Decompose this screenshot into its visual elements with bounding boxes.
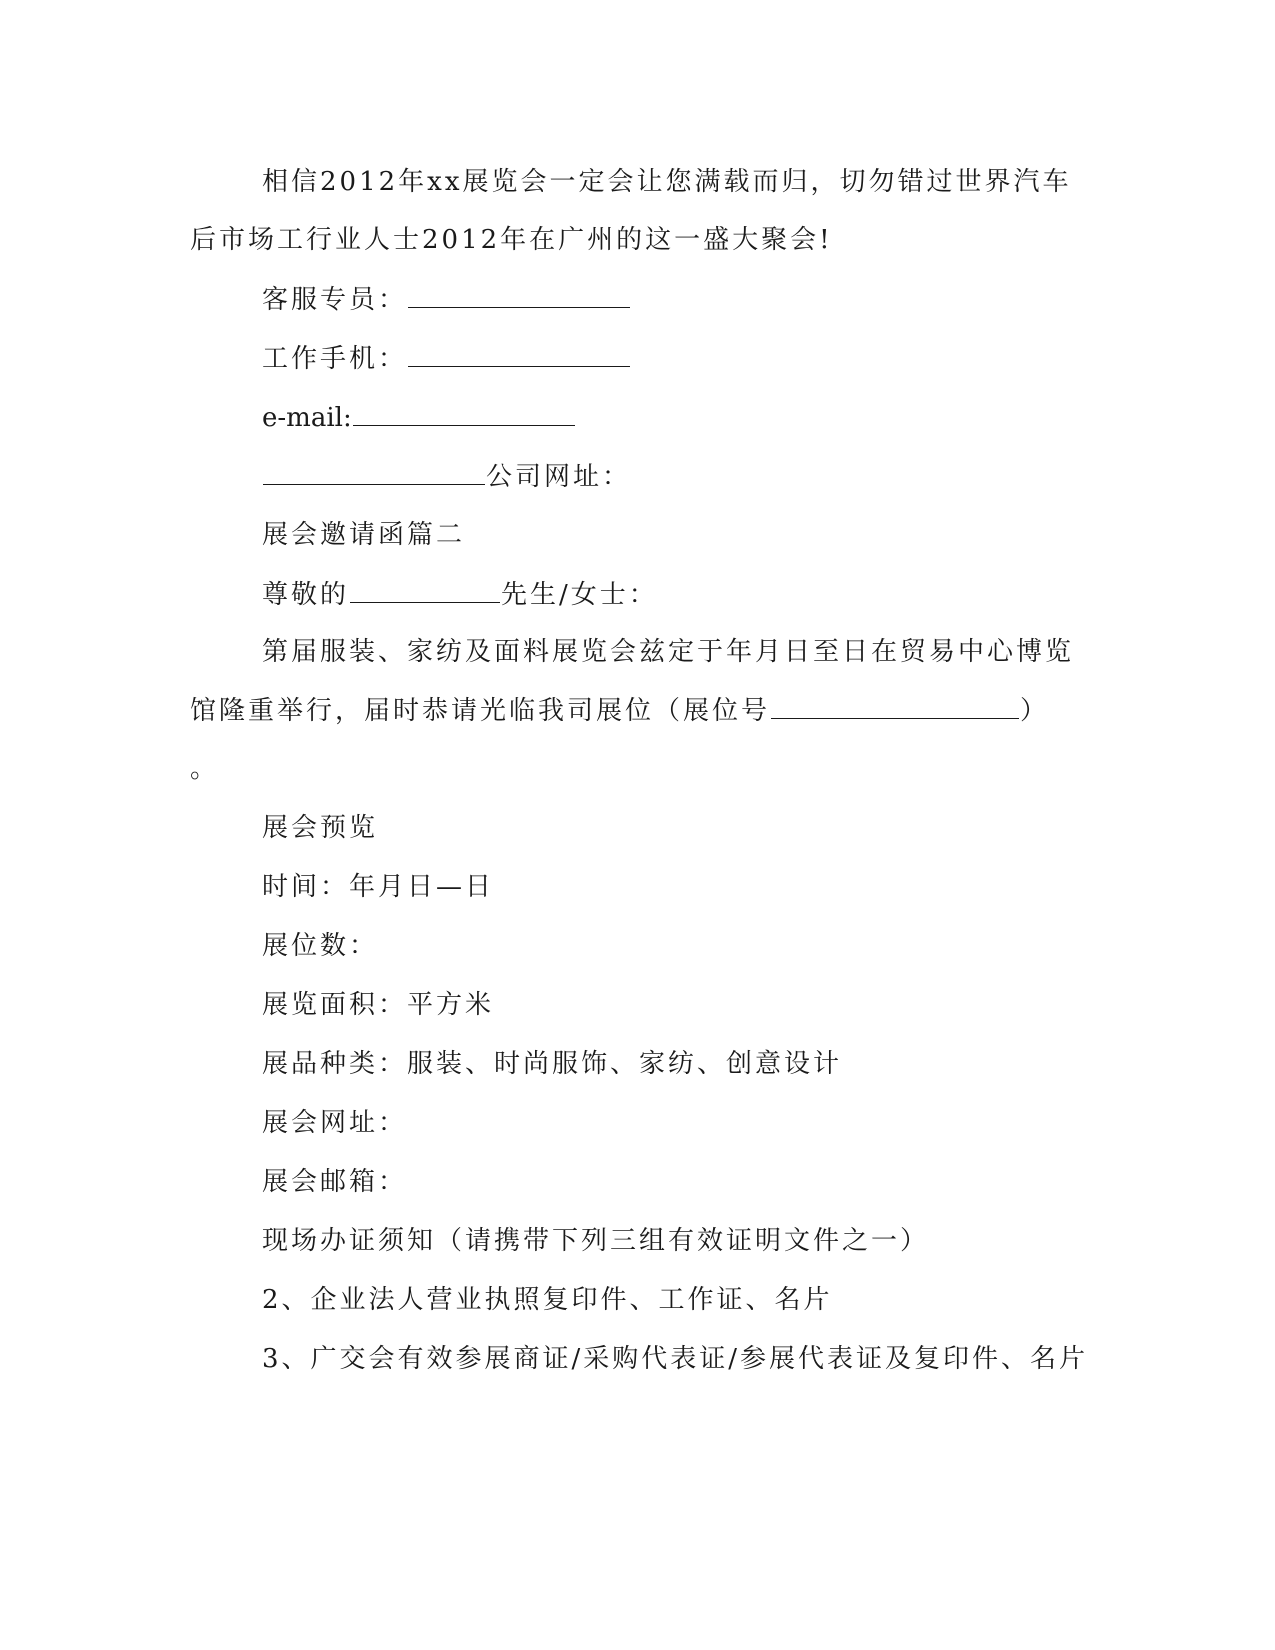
categories-line: 展品种类：服装、时尚服饰、家纺、创意设计 — [262, 1049, 843, 1079]
list-item-3: 3、广交会有效参展商证/采购代表证/参展代表证及复印件、名片 — [262, 1344, 1089, 1374]
website-blank — [263, 460, 485, 485]
area-line: 展览面积：平方米 — [262, 990, 495, 1020]
service-label: 客服专员： — [262, 285, 408, 315]
salutation-suffix: 先生/女士： — [501, 580, 658, 610]
website-label: 公司网址： — [486, 462, 632, 492]
salutation-line — [262, 578, 658, 611]
service-contact-line — [262, 283, 631, 316]
booths-line: 展位数： — [262, 931, 379, 961]
preview-title: 展会预览 — [262, 813, 379, 843]
name-blank — [350, 578, 500, 603]
expo-email-line: 展会邮箱： — [262, 1167, 408, 1197]
expo-site-line: 展会网址： — [262, 1108, 408, 1138]
invite-line-2 — [190, 694, 1049, 727]
mobile-blank — [408, 342, 630, 367]
intro-line-1: 相信2012年xx展览会一定会让您满载而归，切勿错过世界汽车 — [262, 167, 1072, 197]
email-label: e-mail: — [262, 403, 352, 433]
invite-line-1: 第届服装、家纺及面料展览会兹定于年月日至日在贸易中心博览 — [262, 637, 1075, 667]
email-blank — [353, 401, 575, 426]
mobile-label: 工作手机： — [262, 344, 408, 374]
invite-line-3: 。 — [190, 754, 220, 784]
service-blank — [408, 283, 630, 308]
section-title: 展会邀请函篇二 — [262, 520, 466, 550]
invite-line-2-prefix: 馆隆重举行，届时恭请光临我司展位（展位号 — [190, 696, 771, 726]
email-line — [262, 401, 576, 434]
booth-number-blank — [771, 694, 1019, 719]
intro-line-2: 后市场工行业人士2012年在广州的这一盛大聚会! — [190, 225, 833, 255]
salutation-prefix: 尊敬的 — [262, 580, 350, 610]
time-line: 时间：年月日—日 — [262, 872, 495, 902]
list-item-2: 2、企业法人营业执照复印件、工作证、名片 — [262, 1285, 833, 1315]
mobile-line — [262, 342, 631, 375]
invite-line-2-suffix: ） — [1020, 696, 1050, 726]
website-line — [262, 460, 631, 493]
onsite-notice-line: 现场办证须知（请携带下列三组有效证明文件之一） — [262, 1226, 930, 1256]
